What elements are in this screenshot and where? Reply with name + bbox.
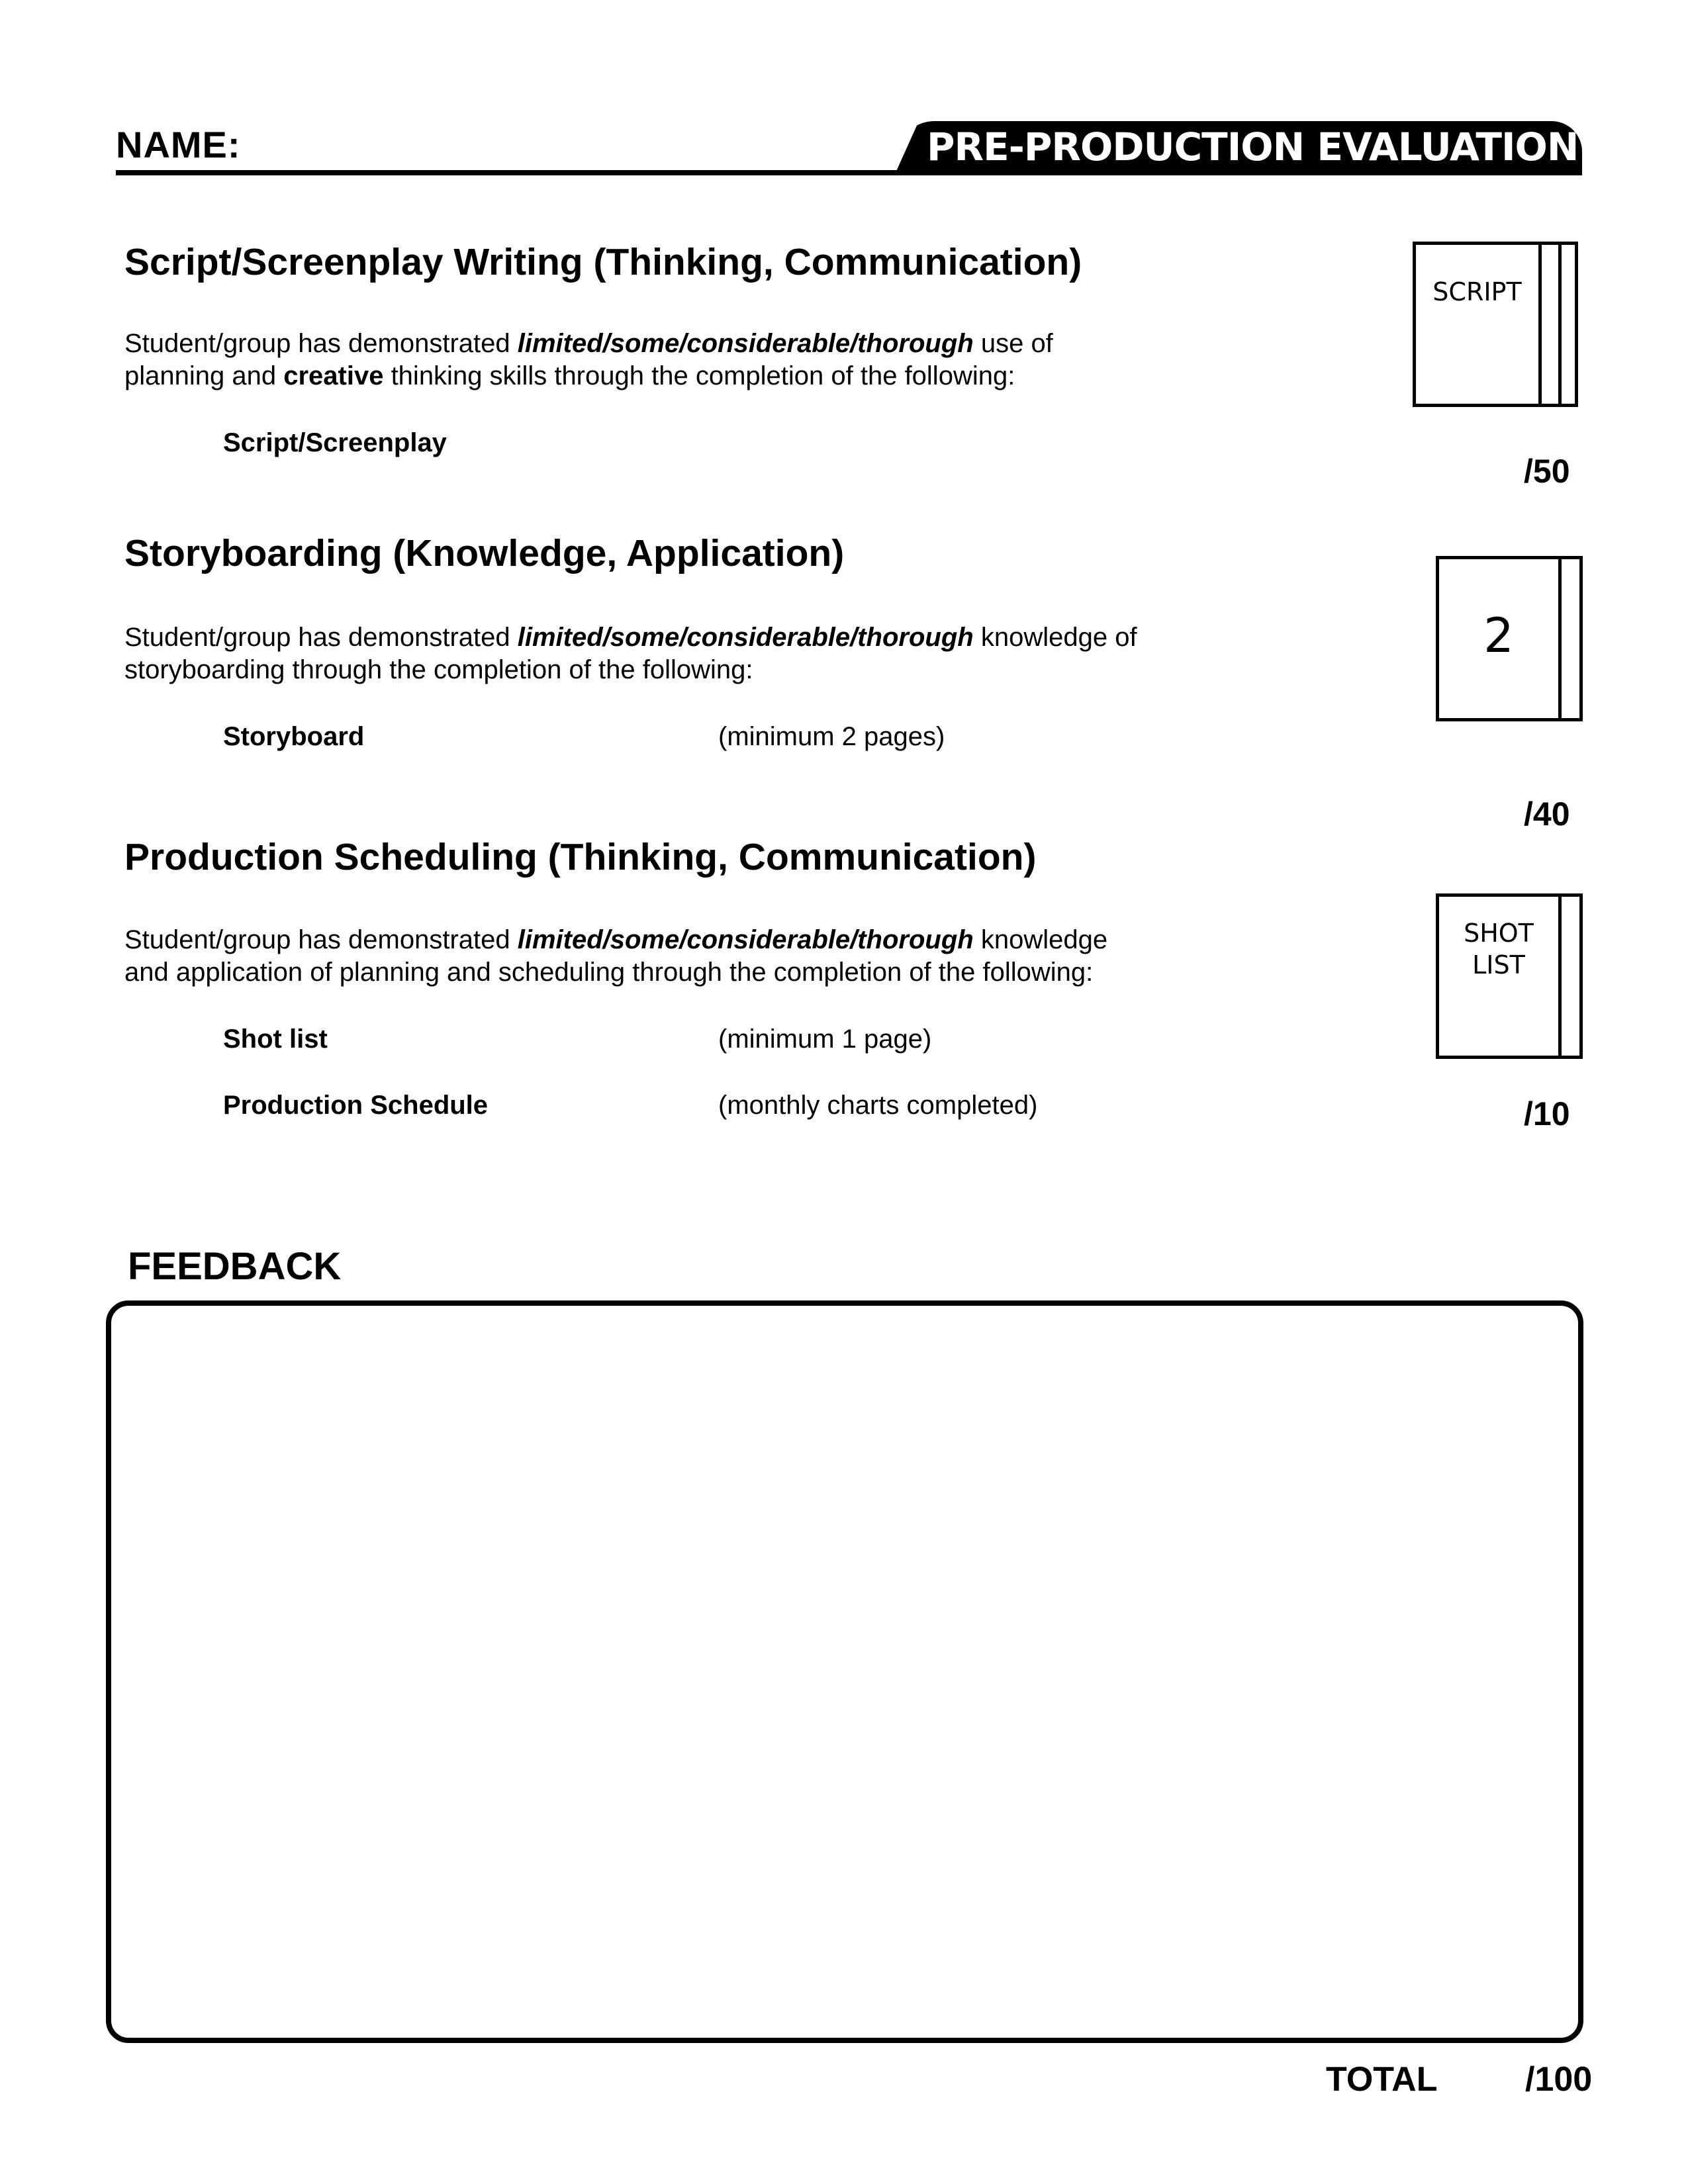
score-storyboard: /40 bbox=[1524, 796, 1570, 833]
item-note-production-schedule: (monthly charts completed) bbox=[718, 1091, 1038, 1120]
desc-text: Student/group has demonstrated bbox=[124, 925, 518, 954]
desc-text: use of bbox=[973, 329, 1053, 358]
section-title-storyboard: Storyboarding (Knowledge, Application) bbox=[124, 532, 845, 574]
icon-label-script: SCRIPT bbox=[1432, 277, 1522, 306]
item-note-storyboard: (minimum 2 pages) bbox=[718, 722, 945, 751]
page-title: PRE-PRODUCTION EVALUATION bbox=[927, 124, 1579, 169]
item-production-schedule: Production Schedule bbox=[223, 1091, 489, 1120]
desc-text: Student/group has demonstrated bbox=[124, 329, 518, 358]
section-desc-scheduling bbox=[124, 924, 1107, 989]
item-note-shot-list: (minimum 1 page) bbox=[718, 1024, 932, 1054]
shot-list-document-icon bbox=[1436, 893, 1583, 1059]
desc-text: planning and bbox=[124, 361, 284, 390]
desc-text: knowledge of bbox=[973, 623, 1137, 652]
score-script: /50 bbox=[1524, 453, 1570, 490]
section-desc-storyboard bbox=[124, 621, 1137, 686]
desc-text: and application of planning and scheduling through the completion of the following: bbox=[124, 958, 1094, 987]
icon-label-storyboard: 2 bbox=[1483, 608, 1514, 663]
section-title-script: Script/Screenplay Writing (Thinking, Communication) bbox=[124, 241, 1082, 283]
section-title-scheduling: Production Scheduling (Thinking, Communication) bbox=[124, 836, 1037, 878]
desc-bold: creative bbox=[283, 361, 384, 390]
desc-text: storyboarding through the completion of the following: bbox=[124, 655, 753, 684]
item-storyboard: Storyboard bbox=[223, 722, 365, 751]
total-score: /100 bbox=[1525, 2060, 1593, 2099]
desc-text: knowledge bbox=[973, 925, 1108, 954]
page-edge bbox=[1558, 893, 1583, 1059]
icon-label-shot-list bbox=[1436, 917, 1562, 981]
script-document-icon bbox=[1413, 242, 1578, 407]
icon-label-line: SHOT bbox=[1464, 919, 1534, 948]
page-front bbox=[1413, 242, 1542, 407]
section-desc-script bbox=[124, 328, 1053, 392]
item-script-screenplay: Script/Screenplay bbox=[223, 428, 447, 457]
desc-text: Student/group has demonstrated bbox=[124, 623, 518, 652]
page-edge bbox=[1558, 556, 1583, 721]
page-edge bbox=[1538, 242, 1562, 407]
total-label: TOTAL bbox=[1326, 2060, 1438, 2099]
score-scheduling: /10 bbox=[1524, 1095, 1570, 1132]
storyboard-document-icon bbox=[1436, 556, 1583, 721]
desc-emphasis: limited/some/considerable/thorough bbox=[517, 329, 974, 358]
desc-emphasis: limited/some/considerable/thorough bbox=[517, 925, 974, 954]
desc-emphasis: limited/some/considerable/thorough bbox=[517, 623, 974, 652]
item-shot-list: Shot list bbox=[223, 1024, 328, 1054]
icon-label-line: LIST bbox=[1472, 950, 1525, 979]
feedback-box[interactable] bbox=[106, 1300, 1583, 2043]
feedback-title: FEEDBACK bbox=[128, 1245, 342, 1288]
desc-text: thinking skills through the completion of the following: bbox=[383, 361, 1015, 390]
name-label: NAME: bbox=[116, 124, 241, 165]
